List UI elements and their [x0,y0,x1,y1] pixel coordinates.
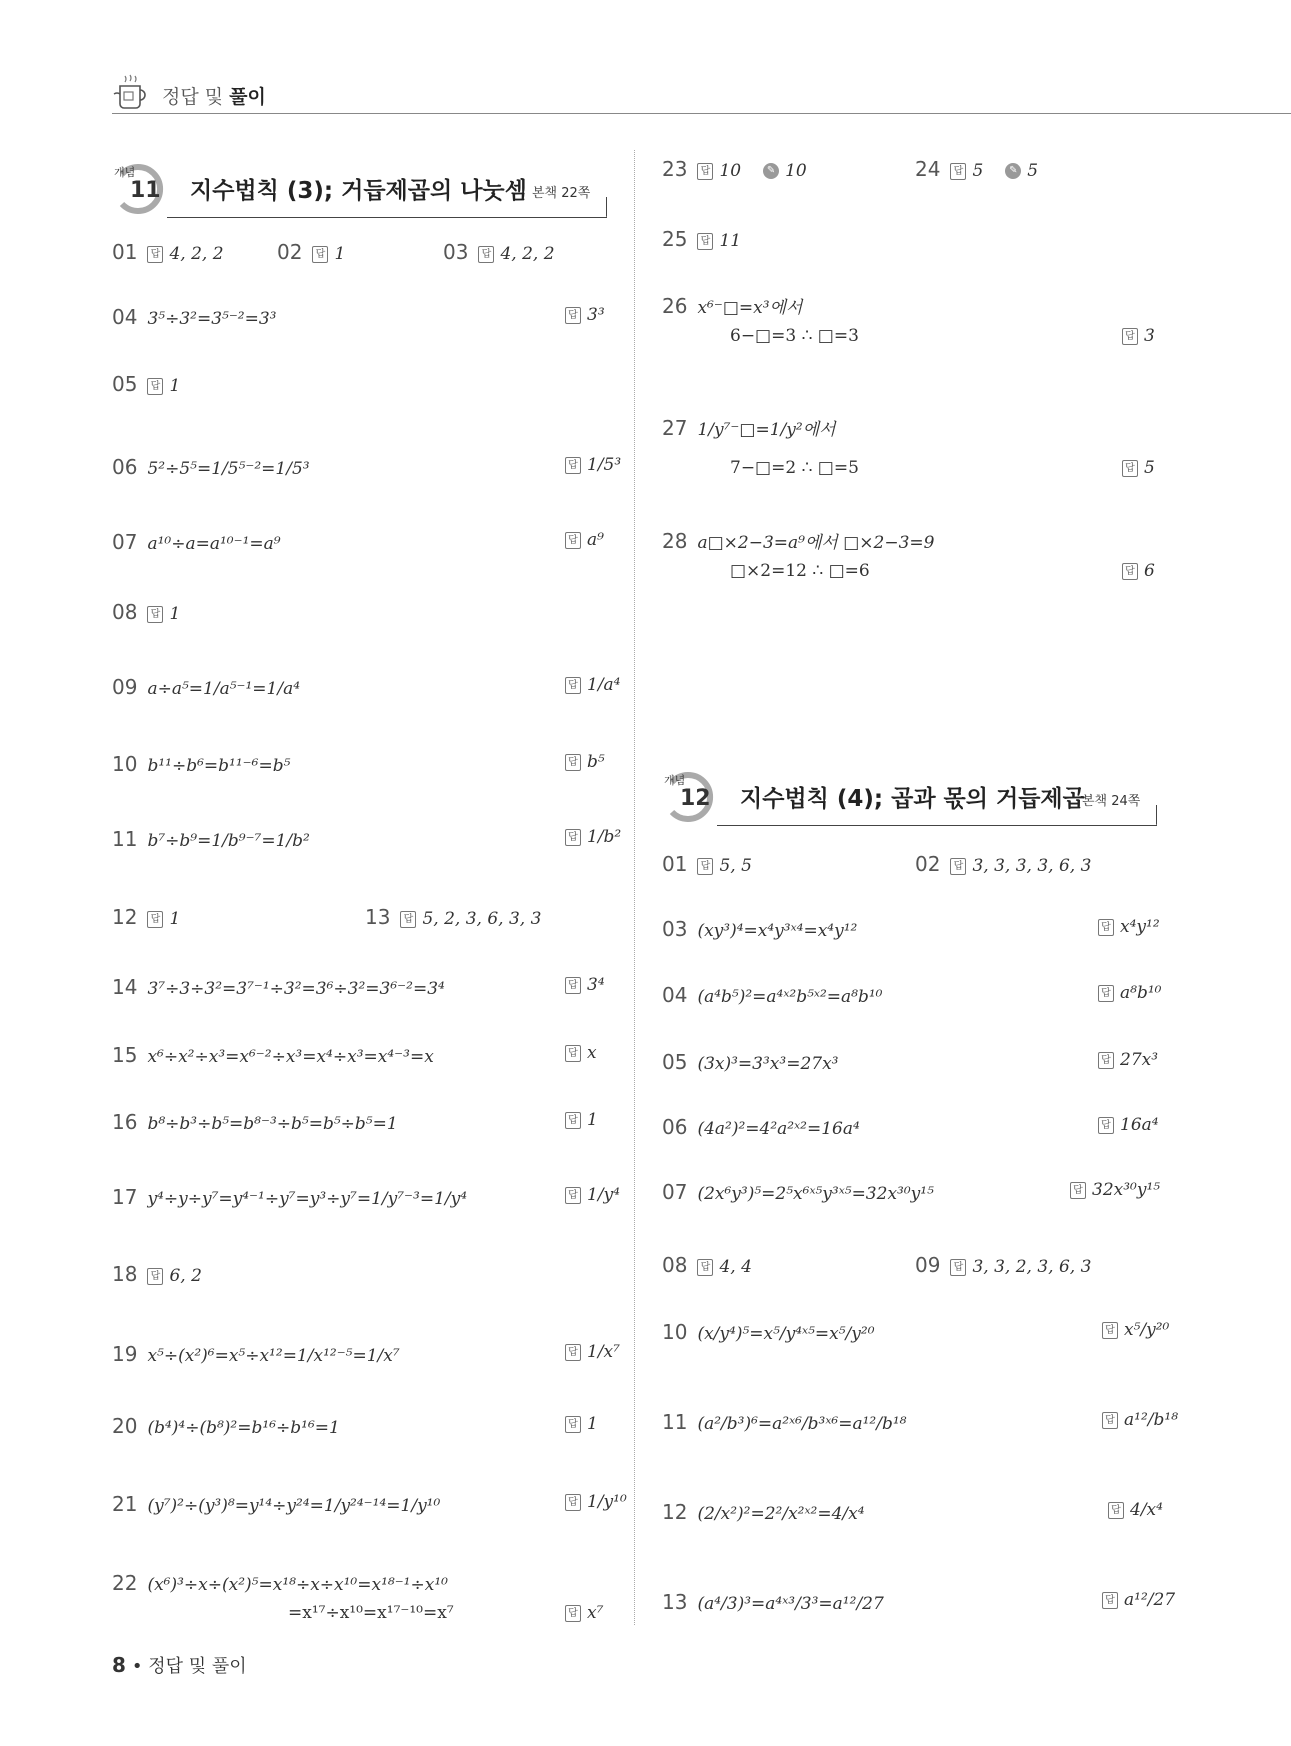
item-number: 08 [662,1253,688,1277]
answer-marker-icon: 답 [312,246,328,263]
solution-item [662,852,752,876]
section-page-ref: 본책 24쪽 [1082,794,1141,809]
solution-expression: (xy³)⁴=x⁴y³ˣ⁴=x⁴y¹² [697,921,858,941]
final-answer [565,1603,603,1623]
final-answer [565,530,604,550]
solution-expression: (a⁴/3)³=a⁴ˣ³/3³=a¹²/27 [697,1594,884,1614]
final-answer-value: 3³ [587,305,605,325]
solution-expression: (3x)³=3³x³=27x³ [697,1054,839,1074]
final-answer-value: 1 [587,1414,598,1434]
solution-expression: (x⁶)³÷x÷(x²)⁵=x¹⁸÷x÷x¹⁰=x¹⁸⁻¹÷x¹⁰ [147,1575,448,1595]
solution-expression: (y⁷)²÷(y³)⁸=y¹⁴÷y²⁴=1/y²⁴⁻¹⁴=1/y¹⁰ [147,1496,441,1516]
item-number: 09 [915,1253,941,1277]
answer-marker-icon: 답 [697,1259,713,1276]
solution-expression-line2: 7−□=2 ∴ □=5 [730,458,859,478]
answer-marker-icon: 답 [565,457,581,474]
final-answer-value: x⁴y¹² [1120,917,1160,937]
item-number: 27 [662,416,688,440]
answer-marker-icon: 답 [1098,985,1114,1002]
answer-marker-icon: 답 [1098,1117,1114,1134]
final-answer [1098,1050,1158,1070]
pencil-icon: ✎ [1005,163,1021,179]
final-answer [565,305,605,325]
solution-item [277,240,345,264]
solution-item [662,1253,752,1277]
answer-marker-icon: 답 [1102,1412,1118,1429]
solution-item [915,852,1091,876]
item-number: 22 [112,1571,138,1595]
answer-marker-icon: 답 [1070,1182,1086,1199]
final-answer-value: 6 [1144,561,1155,581]
final-answer-value: 1/5³ [587,455,622,475]
solution-expression: 5²÷5⁵=1/5⁵⁻²=1/5³ [147,459,310,479]
page-footer [112,1652,247,1678]
solution-item [112,1262,202,1286]
final-answer [1122,561,1155,581]
solution-item [365,905,541,929]
final-answer [565,1492,627,1512]
answer-value: 3, 3, 2, 3, 6, 3 [972,1257,1092,1277]
answer-marker-icon: 답 [147,911,163,928]
answer-marker-icon: 답 [697,163,713,180]
answer-marker-icon: 답 [950,858,966,875]
solution-expression: b⁸÷b³÷b⁵=b⁸⁻³÷b⁵=b⁵÷b⁵=1 [147,1114,398,1134]
pencil-answer-value: 10 [785,161,807,181]
answer-marker-icon: 답 [950,1259,966,1276]
answer-marker-icon: 답 [400,911,416,928]
final-answer-value: x⁵/y²⁰ [1124,1320,1170,1340]
final-answer [565,752,605,772]
answer-marker-icon: 답 [478,246,494,263]
answer-value: 1 [169,604,181,624]
item-number: 24 [915,157,941,181]
final-answer [1122,458,1155,478]
final-answer-value: x⁷ [587,1603,604,1623]
answer-marker-icon: 답 [147,246,163,263]
item-number: 06 [662,1115,688,1139]
answer-value: 1 [334,244,346,264]
solution-expression: (2x⁶y³)⁵=2⁵x⁶ˣ⁵y³ˣ⁵=32x³⁰y¹⁵ [697,1184,934,1204]
section-page-ref: 본책 22쪽 [532,186,591,201]
item-number: 20 [112,1414,138,1438]
solution-item [112,1414,340,1438]
solution-expression: b⁷÷b⁹=1/b⁹⁻⁷=1/b² [147,831,310,851]
solution-expression: x⁶⁻□=x³에서 [697,298,803,318]
answer-marker-icon: 답 [565,307,581,324]
section-11-heading [112,160,612,218]
answer-value: 6, 2 [169,1266,202,1286]
final-answer [565,827,621,847]
solution-expression: a¹⁰÷a=a¹⁰⁻¹=a⁹ [147,534,281,554]
solution-expression: b¹¹÷b⁶=b¹¹⁻⁶=b⁵ [147,756,291,776]
answer-marker-icon: 답 [565,1416,581,1433]
answer-marker-icon: 답 [147,378,163,395]
solution-expression: x⁶÷x²÷x³=x⁶⁻²÷x³=x⁴÷x³=x⁴⁻³=x [147,1047,434,1067]
final-answer-value: 1/a⁴ [587,675,621,695]
item-number: 25 [662,227,688,251]
final-answer [1070,1180,1160,1200]
section-title: 지수법칙 (3); 거듭제곱의 나눗셈 [190,178,527,204]
item-number: 13 [662,1590,688,1614]
answer-marker-icon: 답 [1122,460,1138,477]
section-title: 지수법칙 (4); 곱과 몫의 거듭제곱 [740,786,1085,812]
answer-value: 10 [719,161,742,181]
answer-marker-icon: 답 [565,1045,581,1062]
solution-item [662,1410,906,1434]
section-tag: 개념 [114,166,136,179]
answer-marker-icon: 답 [1108,1502,1124,1519]
section-number: 11 [130,178,161,203]
solution-item [662,1500,865,1524]
final-answer [1102,1590,1175,1610]
solution-expression: a□×2−3=a⁹에서 □×2−3=9 [697,533,935,553]
solution-item [112,305,277,329]
item-number: 05 [662,1050,688,1074]
item-number: 16 [112,1110,138,1134]
solution-item [915,1253,1091,1277]
section-tag: 개념 [664,774,686,787]
solution-item [112,1110,398,1134]
final-answer [1098,917,1160,937]
item-number: 21 [112,1492,138,1516]
final-answer-value: 3 [1144,326,1155,346]
final-answer-value: 1 [587,1110,598,1130]
item-number: 04 [112,305,138,329]
final-answer-value: b⁵ [587,752,605,772]
item-number: 23 [662,157,688,181]
answer-marker-icon: 답 [697,233,713,250]
item-number: 11 [112,827,138,851]
solution-item [112,1043,434,1067]
item-number: 19 [112,1342,138,1366]
answer-marker-icon: 답 [565,829,581,846]
final-answer-value: 1/x⁷ [587,1342,620,1362]
item-number: 14 [112,975,138,999]
solution-item [915,157,1038,181]
final-answer [1108,1500,1163,1520]
column-divider [634,150,635,1625]
item-number: 05 [112,372,138,396]
item-number: 11 [662,1410,688,1434]
final-answer-value: 1/y⁴ [587,1185,620,1205]
solution-item [112,530,281,554]
solution-item [662,1050,839,1074]
footer-text: • 정답 및 풀이 [131,1656,247,1677]
final-answer [1102,1320,1169,1340]
solution-expression: (a²/b³)⁶=a²ˣ⁶/b³ˣ⁶=a¹²/b¹⁸ [697,1414,907,1434]
final-answer [565,1342,620,1362]
item-number: 17 [112,1185,138,1209]
answer-marker-icon: 답 [1122,328,1138,345]
solution-expression: 3⁵÷3²=3⁵⁻²=3³ [147,309,277,329]
answer-marker-icon: 답 [565,1112,581,1129]
item-number: 28 [662,529,688,553]
solution-item [662,1320,875,1344]
item-number: 02 [277,240,303,264]
final-answer [565,1185,620,1205]
header-divider [112,113,1291,114]
final-answer-value: x [587,1043,597,1063]
final-answer-value: a¹²/b¹⁸ [1124,1410,1179,1430]
solution-item [662,157,807,181]
answer-marker-icon: 답 [565,1344,581,1361]
answer-marker-icon: 답 [1102,1322,1118,1339]
answer-marker-icon: 답 [1098,919,1114,936]
solution-item [662,293,802,318]
item-number: 09 [112,675,138,699]
solution-item [662,1115,860,1139]
solution-item [112,827,310,851]
final-answer [565,975,605,995]
solution-expression: (4a²)²=4²a²ˣ²=16a⁴ [697,1119,860,1139]
solution-item [112,1342,400,1366]
solution-item [112,1185,467,1209]
answer-marker-icon: 답 [147,606,163,623]
solution-item [112,1571,448,1595]
solution-expression: (b⁴)⁴÷(b⁸)²=b¹⁶÷b¹⁶=1 [147,1418,340,1438]
mug-icon [112,72,150,112]
final-answer [565,1110,598,1130]
answer-marker-icon: 답 [565,1187,581,1204]
solution-expression: (x/y⁴)⁵=x⁵/y⁴ˣ⁵=x⁵/y²⁰ [697,1324,875,1344]
header-title: 정답 및 풀이 [162,86,266,108]
item-number: 02 [915,852,941,876]
section-number: 12 [680,786,711,811]
item-number: 18 [112,1262,138,1286]
final-answer [565,675,621,695]
solution-item [112,1492,440,1516]
solution-item [112,600,180,624]
section-12-heading [662,768,1162,826]
item-number: 15 [112,1043,138,1067]
answer-value: 1 [169,376,181,396]
item-number: 01 [662,852,688,876]
solution-item [662,528,934,553]
final-answer-value: 1/b² [587,827,622,847]
item-number: 10 [662,1320,688,1344]
final-answer [565,1043,597,1063]
solution-expression-line2: =x¹⁷÷x¹⁰=x¹⁷⁻¹⁰=x⁷ [288,1603,454,1623]
solution-expression: (a⁴b⁵)²=a⁴ˣ²b⁵ˣ²=a⁸b¹⁰ [697,987,883,1007]
answer-value: 1 [169,909,181,929]
final-answer-value: 5 [1144,458,1155,478]
final-answer [1122,326,1155,346]
section-underline [717,825,1157,826]
solution-item [112,675,300,699]
solution-item [662,917,857,941]
solution-item [662,1590,884,1614]
solution-item [662,415,836,440]
solution-item [112,372,180,396]
solution-item [112,905,180,929]
answer-marker-icon: 답 [565,532,581,549]
final-answer-value: a⁹ [587,530,604,550]
final-answer [565,455,621,475]
final-answer-value: 1/y¹⁰ [587,1492,627,1512]
item-number: 07 [662,1180,688,1204]
solution-item [662,1180,934,1204]
final-answer-value: a¹²/27 [1124,1590,1176,1610]
answer-marker-icon: 답 [565,677,581,694]
answer-value: 5, 5 [719,856,752,876]
item-number: 03 [662,917,688,941]
answer-marker-icon: 답 [950,163,966,180]
answer-marker-icon: 답 [147,1268,163,1285]
item-number: 04 [662,983,688,1007]
solution-item [112,752,290,776]
answer-marker-icon: 답 [1098,1052,1114,1069]
item-number: 08 [112,600,138,624]
item-number: 01 [112,240,138,264]
solution-item [443,240,555,264]
answer-marker-icon: 답 [565,1494,581,1511]
solution-expression: 1/y⁷⁻□=1/y²에서 [697,420,836,440]
answer-marker-icon: 답 [1102,1592,1118,1609]
solution-expression-line2: 6−□=3 ∴ □=3 [730,326,859,346]
final-answer-value: 16a⁴ [1120,1115,1159,1135]
pencil-icon: ✎ [763,163,779,179]
solution-item [112,455,310,479]
answer-value: 5 [972,161,984,181]
final-answer-value: 32x³⁰y¹⁵ [1092,1180,1161,1200]
answer-value: 3, 3, 3, 3, 6, 3 [972,856,1092,876]
item-number: 26 [662,294,688,318]
solution-expression: 3⁷÷3÷3²=3⁷⁻¹÷3²=3⁶÷3²=3⁶⁻²=3⁴ [147,979,445,999]
final-answer-value: a⁸b¹⁰ [1120,983,1162,1003]
answer-value: 4, 2, 2 [169,244,224,264]
item-number: 12 [662,1500,688,1524]
answer-value: 4, 2, 2 [500,244,555,264]
final-answer [1098,1115,1159,1135]
answer-marker-icon: 답 [565,1605,581,1622]
final-answer-value: 4/x⁴ [1130,1500,1163,1520]
final-answer-value: 3⁴ [587,975,605,995]
item-number: 03 [443,240,469,264]
answer-marker-icon: 답 [565,754,581,771]
answer-marker-icon: 답 [1122,563,1138,580]
answer-value: 11 [719,231,742,251]
solution-expression: a÷a⁵=1/a⁵⁻¹=1/a⁴ [147,679,301,699]
final-answer-value: 27x³ [1120,1050,1159,1070]
item-number: 12 [112,905,138,929]
item-number: 13 [365,905,391,929]
pencil-answer-value: 5 [1027,161,1039,181]
answer-value: 5, 2, 3, 6, 3, 3 [422,909,542,929]
final-answer [1098,983,1161,1003]
item-number: 07 [112,530,138,554]
solution-expression: y⁴÷y÷y⁷=y⁴⁻¹÷y⁷=y³÷y⁷=1/y⁷⁻³=1/y⁴ [147,1189,468,1209]
final-answer [565,1414,598,1434]
section-underline [167,217,607,218]
solution-expression-line2: □×2=12 ∴ □=6 [730,561,870,581]
item-number: 06 [112,455,138,479]
answer-value: 4, 4 [719,1257,752,1277]
solution-item [112,240,224,264]
solution-item [112,975,445,999]
solution-expression: x⁵÷(x²)⁶=x⁵÷x¹²=1/x¹²⁻⁵=1/x⁷ [147,1346,400,1366]
solution-expression: (2/x²)²=2²/x²ˣ²=4/x⁴ [697,1504,865,1524]
answer-marker-icon: 답 [565,977,581,994]
solution-item [662,983,882,1007]
answer-marker-icon: 답 [697,858,713,875]
final-answer [1102,1410,1178,1430]
item-number: 10 [112,752,138,776]
solution-item [662,227,741,251]
page-number: 8 [112,1653,126,1677]
